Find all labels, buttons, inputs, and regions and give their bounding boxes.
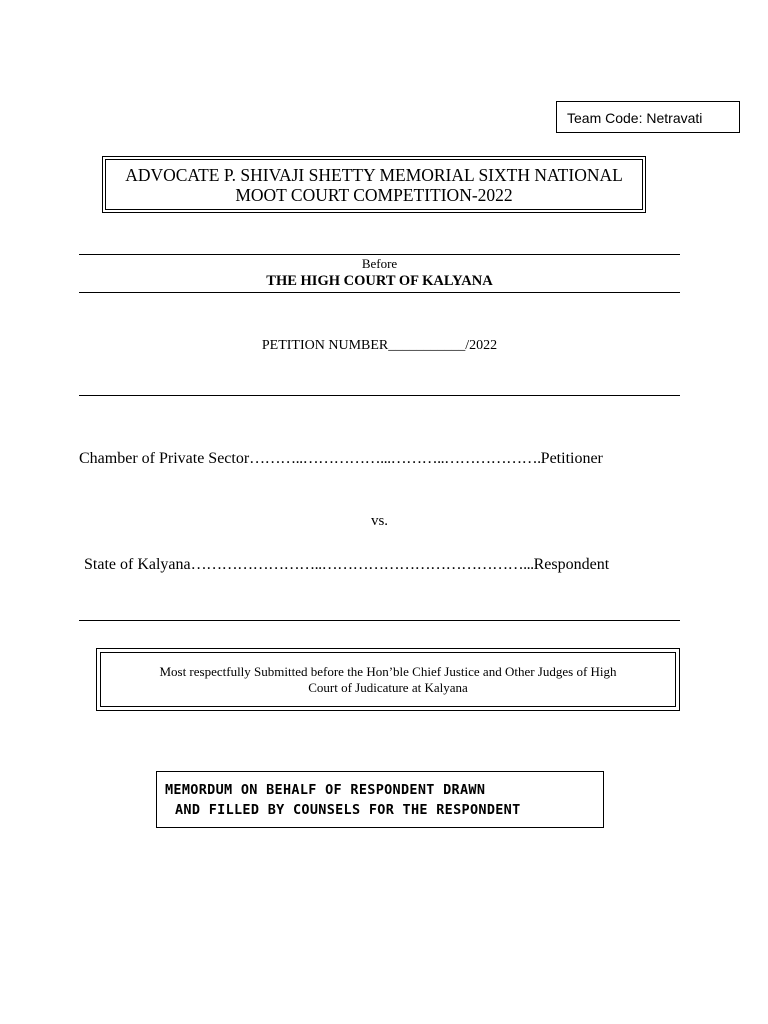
submission-line2: Court of Judicature at Kalyana	[308, 679, 468, 695]
memorandum-box	[156, 771, 604, 828]
memorandum-line1: MEMORDUM ON BEHALF OF RESPONDENT DRAWN	[165, 781, 486, 798]
petitioner-name: Chamber of Private Sector	[79, 450, 250, 467]
submission-box	[96, 648, 680, 711]
competition-title-box	[102, 156, 646, 213]
petitioner-line	[79, 450, 671, 468]
respondent-name: State of Kalyana	[84, 556, 191, 573]
competition-title-line1: ADVOCATE P. SHIVAJI SHETTY MEMORIAL SIXTH NATIONAL	[125, 164, 623, 185]
divider-petition	[79, 395, 680, 396]
competition-title-line2: MOOT COURT COMPETITION-2022	[235, 184, 513, 205]
submission-line1: Most respectfully Submitted before the Hon’ble Chief Justice and Other Judges of High	[159, 663, 617, 679]
divider-top	[79, 254, 680, 255]
submission-inner	[100, 652, 676, 707]
respondent-line	[84, 556, 676, 574]
divider-court	[79, 292, 680, 293]
petitioner-role: Petitioner	[540, 450, 603, 467]
divider-parties	[79, 620, 680, 621]
petitioner-dots: ………..……………...………..……………….	[249, 450, 541, 467]
petition-number: PETITION NUMBER___________/2022	[261, 338, 498, 353]
versus-label: vs.	[370, 513, 389, 529]
memorandum-line2: AND FILLED BY COUNSELS FOR THE RESPONDENT	[175, 801, 521, 818]
respondent-dots: ……………………..…………………………………...	[190, 556, 534, 573]
before-label: Before	[361, 256, 398, 271]
respondent-role: Respondent	[533, 556, 610, 573]
competition-title-inner	[105, 159, 643, 210]
team-code-box: Team Code: Netravati	[556, 101, 740, 133]
court-name: THE HIGH COURT OF KALYANA	[266, 273, 493, 289]
